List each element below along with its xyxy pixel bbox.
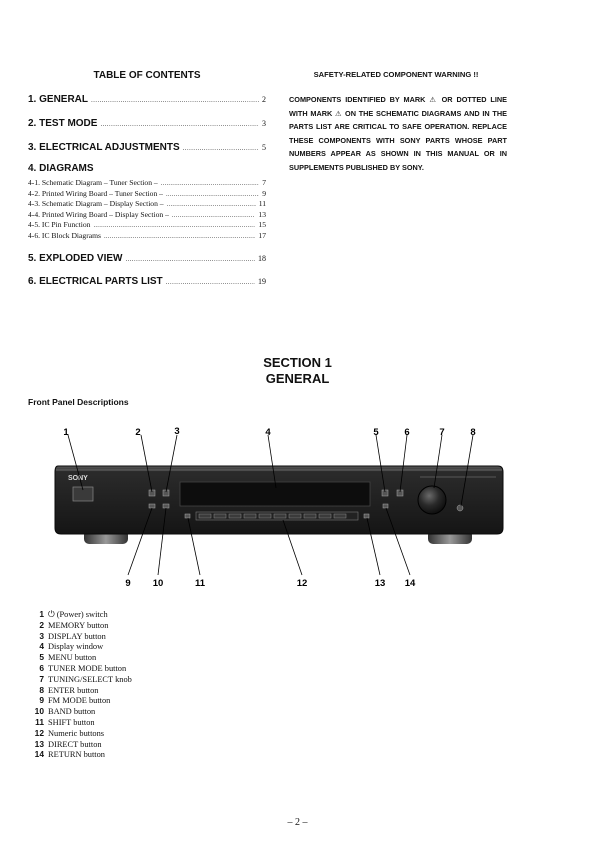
callout-1: 1 [63,427,69,438]
toc-entry-page: 3 [262,119,266,128]
legend-item: 14 RETURN button [34,749,105,760]
page-number: – 2 – [287,817,308,828]
legend-item: 1 ⏻ (Power) switch [39,609,108,619]
brand-logo: SONY [68,475,88,482]
section-number: SECTION 1 [263,355,332,370]
toc-entry-electrical-adjustments[interactable] [28,142,266,153]
callout-3: 3 [174,426,180,437]
tuning-select-knob [418,486,446,514]
toc-entry-label: 6. ELECTRICAL PARTS LIST [28,276,163,287]
legend-item: 2 MEMORY button [39,619,109,630]
toc-subentry[interactable] [28,231,266,240]
legend-item: 6 TUNER MODE button [39,663,127,673]
toc-entry-general[interactable] [28,94,266,105]
return-button [383,504,388,508]
callout-7: 7 [439,427,445,438]
fm-mode-button [149,504,155,508]
section-name: GENERAL [265,371,330,386]
toc-subentry-label: 4-2. Printed Wiring Board – Tuner Section – [28,188,163,198]
toc-subentry-page: 17 [258,230,266,240]
toc-subentry-page: 11 [258,199,266,208]
legend-item: 3 DISPLAY button [39,630,106,641]
callout-6: 6 [404,427,410,438]
callout-14: 14 [404,578,416,589]
front-panel-figure [0,420,595,595]
toc-subentry-label: 4-4. Printed Wiring Board – Display Section – [28,209,169,219]
callout-10: 10 [152,578,164,589]
callout-9: 9 [125,578,131,589]
toc-subentry-label: 4-3. Schematic Diagram – Display Section – [28,199,164,208]
callout-8: 8 [470,427,476,438]
legend-item: 10 BAND button [34,706,96,717]
toc-entry-exploded-view[interactable] [28,253,266,264]
callout-2: 2 [135,427,141,438]
toc-subentry[interactable] [28,210,266,219]
callout-4: 4 [265,427,271,438]
toc-subentry-page: 15 [258,220,266,229]
toc-diagrams-heading: 4. DIAGRAMS [28,163,94,174]
toc-subentry[interactable] [28,178,266,187]
toc-subentry[interactable] [28,199,266,208]
legend-item: 9 FM MODE button [39,695,111,706]
legend-item: 13 DIRECT button [34,738,102,749]
toc-subentry[interactable] [28,189,266,198]
warning-body: COMPONENTS IDENTIFIED BY MARK ⚠ OR DOTTED LINE WITH MARK ⚠ ON THE SCHEMATIC DIAGRAMS AND IN THE PARTS LIST ARE CRITICAL TO SAFE OPERATION. REPLACE THESE COMPONENTS WITH SONY PARTS WHOSE PART NUMBERS APPEAR AS SHOWN IN THIS MANUAL OR IN SUPPLEMENTS PUBLISHED BY SONY. [289,95,507,172]
toc-subentry-page: 13 [258,209,266,219]
legend-item: 11 SHIFT button [35,717,95,727]
front-panel-title: Front Panel Descriptions [28,397,129,407]
display-window [180,482,370,506]
toc-entry-label: 1. GENERAL [28,94,89,105]
warning-title: SAFETY-RELATED COMPONENT WARNING !! [313,70,479,79]
toc-subentry-label: 4-5. IC Pin Function [28,220,91,229]
toc-entry-page: 19 [258,277,266,286]
toc-entry-electrical-parts-list[interactable] [28,276,266,287]
legend-item: 4 Display window [39,641,104,652]
callout-5: 5 [373,427,379,438]
toc-title: TABLE OF CONTENTS [93,70,201,81]
toc-subentry-label: 4-6. IC Block Diagrams [28,230,101,240]
callout-13: 13 [374,578,386,589]
toc-entry-test-mode[interactable] [28,118,266,129]
toc-subentry[interactable] [28,220,266,229]
toc-entry-page: 2 [262,95,266,104]
legend-item: 5 MENU button [39,652,97,663]
toc-entry-label: 5. EXPLODED VIEW [28,253,123,264]
callout-11: 11 [194,578,206,589]
tuner-front-panel-illustration [0,420,595,595]
toc-subentry-page: 7 [262,178,266,187]
toc-entry-page: 5 [262,143,266,152]
enter-button [457,505,463,511]
toc-entry-label: 3. ELECTRICAL ADJUSTMENTS [28,142,180,153]
legend-item: 12 Numeric buttons [34,727,105,738]
legend-item: 8 ENTER button [39,684,99,695]
band-button [163,504,169,508]
toc-subentry-page: 9 [262,188,266,198]
callout-12: 12 [296,578,308,589]
legend-item: 7 TUNING/SELECT knob [39,673,132,684]
shift-button [185,514,190,518]
toc-entry-label: 2. TEST MODE [28,118,98,129]
toc-entry-page: 18 [258,254,266,263]
direct-button [364,514,369,518]
toc-subentry-label: 4-1. Schematic Diagram – Tuner Section – [28,178,158,187]
